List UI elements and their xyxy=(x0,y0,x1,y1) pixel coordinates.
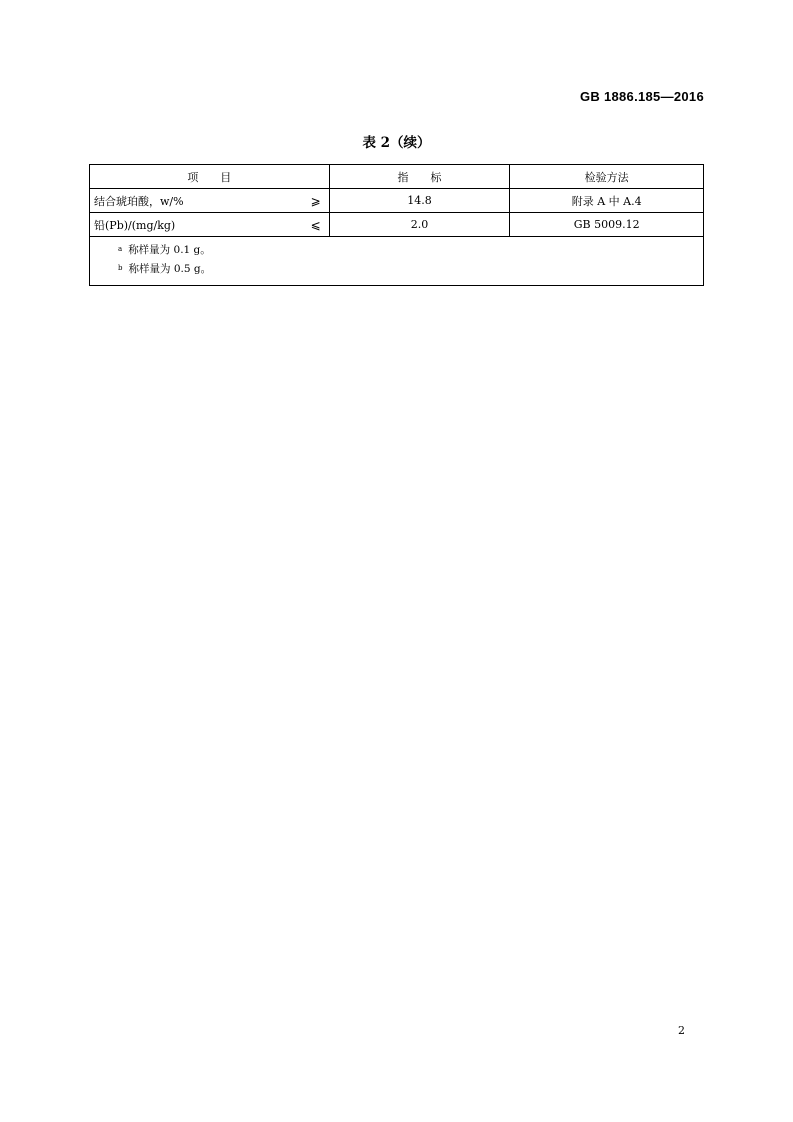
note-mark: b xyxy=(118,264,123,272)
column-header-index: 指 标 xyxy=(329,165,510,189)
comparison-symbol: ⩾ xyxy=(310,193,321,208)
note-text: 称样量为 0.5 g。 xyxy=(128,263,212,275)
column-header-item: 项 目 xyxy=(90,165,330,189)
table-notes-row xyxy=(90,237,704,286)
comparison-symbol: ⩽ xyxy=(310,217,321,232)
standard-number: GB 1886.185—2016 xyxy=(579,89,704,104)
item-name: 铅(Pb)/(mg/kg) xyxy=(94,218,176,232)
table-title: 表 2（续） xyxy=(362,135,431,151)
note-mark: a xyxy=(118,245,123,253)
column-header-method: 检验方法 xyxy=(510,165,704,189)
table-row xyxy=(90,189,704,213)
index-cell: 14.8 xyxy=(329,189,510,213)
index-cell: 2.0 xyxy=(329,213,510,237)
note-text: 称样量为 0.1 g。 xyxy=(128,244,211,256)
method-cell: GB 5009.12 xyxy=(510,213,704,237)
table-note xyxy=(118,260,703,279)
table-header-row xyxy=(90,165,704,189)
table-note xyxy=(118,241,703,260)
method-cell: 附录 A 中 A.4 xyxy=(510,189,704,213)
item-cell xyxy=(90,189,330,213)
spec-table xyxy=(89,164,704,286)
item-cell xyxy=(90,213,330,237)
page-number: 2 xyxy=(678,1024,685,1037)
item-name: 结合琥珀酸，w/% xyxy=(94,194,184,208)
table-row xyxy=(90,213,704,237)
table-notes xyxy=(90,237,704,286)
